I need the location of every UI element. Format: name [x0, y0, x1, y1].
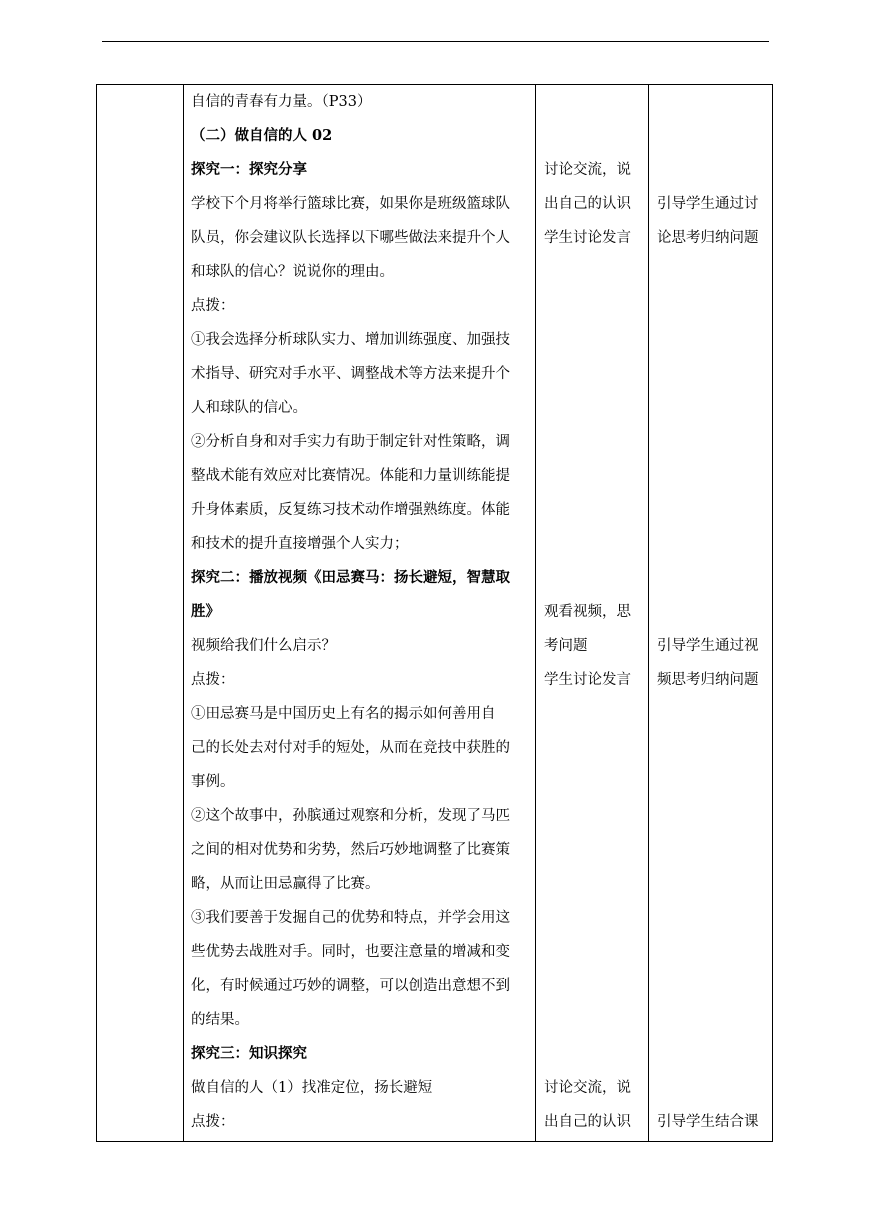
content-line: 自信的青春有力量。（P33） [191, 94, 372, 110]
activity-heading: 探究一：探究分享 [191, 161, 307, 178]
activity-heading: 探究三：知识探究 [191, 1045, 307, 1062]
content-line: ②这个故事中，孙膑通过观察和分析，发现了马匹 [191, 808, 510, 824]
design-intent-line: 论思考归纳问题 [657, 230, 759, 246]
content-line: 学校下个月将举行篮球比赛，如果你是班级篮球队 [191, 196, 510, 212]
content-line: 点拨： [191, 672, 235, 688]
content-line: ①田忌赛马是中国历史上有名的揭示如何善用自 [191, 706, 496, 722]
content-line: 点拨： [191, 1114, 235, 1130]
section-heading: （二）做自信的人 02 [191, 127, 333, 144]
column-divider [535, 85, 536, 1141]
content-line: ③我们要善于发掘自己的优势和特点，并学会用这 [191, 910, 510, 926]
content-line: 视频给我们什么启示？ [191, 638, 336, 654]
content-line: ②分析自身和对手实力有助于制定针对性策略，调 [191, 434, 510, 450]
content-line: 点拨： [191, 298, 235, 314]
content-line: 己的长处去对付对手的短处，从而在竞技中获胜的 [191, 740, 510, 756]
content-line: 升身体素质，反复练习技术动作增强熟练度。体能 [191, 502, 510, 518]
column-divider [648, 85, 649, 1141]
student-activity-line: 考问题 [544, 638, 588, 654]
content-line: 人和球队的信心。 [191, 400, 307, 416]
student-activity-line: 观看视频，思 [544, 604, 631, 620]
content-line: ①我会选择分析球队实力、增加训练强度、加强技 [191, 332, 510, 348]
content-line: 略，从而让田忌赢得了比赛。 [191, 876, 380, 892]
content-line: 队员，你会建议队长选择以下哪些做法来提升个人 [191, 230, 510, 246]
student-activity-line: 学生讨论发言 [544, 230, 631, 246]
design-intent-line: 频思考归纳问题 [657, 672, 759, 688]
student-activity-line: 出自己的认识 [544, 1114, 631, 1130]
content-line: 些优势去战胜对手。同时，也要注意量的增减和变 [191, 944, 510, 960]
content-line: 整战术能有效应对比赛情况。体能和力量训练能提 [191, 468, 510, 484]
activity-heading: 探究二：播放视频《田忌赛马：扬长避短，智慧取 [191, 569, 510, 586]
student-activity-line: 出自己的认识 [544, 196, 631, 212]
content-line: 做自信的人（1）找准定位，扬长避短 [191, 1080, 433, 1096]
activity-heading: 胜》 [191, 603, 220, 620]
design-intent-line: 引导学生通过讨 [657, 196, 759, 212]
student-activity-line: 讨论交流，说 [544, 1080, 631, 1096]
design-intent-line: 引导学生通过视 [657, 638, 759, 654]
content-line: 的结果。 [191, 1012, 249, 1028]
student-activity-line: 讨论交流，说 [544, 162, 631, 178]
content-line: 之间的相对优势和劣势，然后巧妙地调整了比赛策 [191, 842, 510, 858]
content-line: 化，有时候通过巧妙的调整，可以创造出意想不到 [191, 978, 510, 994]
student-activity-line: 学生讨论发言 [544, 672, 631, 688]
content-line: 术指导、研究对手水平、调整战术等方法来提升个 [191, 366, 510, 382]
header-rule [102, 41, 769, 42]
column-divider [183, 85, 184, 1141]
content-line: 和技术的提升直接增强个人实力； [191, 536, 409, 552]
design-intent-line: 引导学生结合课 [657, 1114, 759, 1130]
content-line: 和球队的信心？说说你的理由。 [191, 264, 394, 280]
content-line: 事例。 [191, 774, 235, 790]
